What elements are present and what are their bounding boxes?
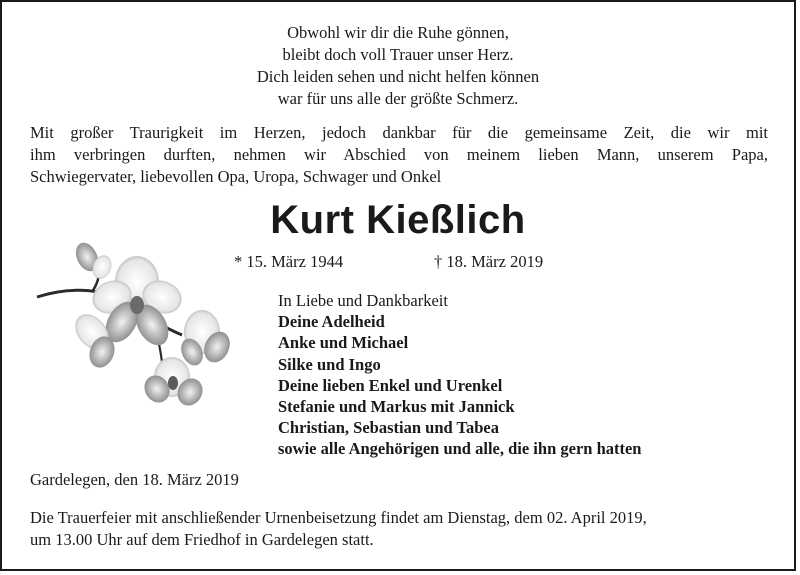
mourners-lead: In Liebe und Dankbarkeit bbox=[278, 291, 448, 310]
mourner: Silke und Ingo bbox=[278, 354, 381, 374]
ceremony-line: um 13.00 Uhr auf dem Friedhof in Gardelegen statt. bbox=[30, 530, 374, 549]
intro-line: ihm verbringen durften, nehmen wir Abschied von meinem lieben Mann, unserem Papa, bbox=[30, 145, 768, 164]
mourners-list bbox=[278, 290, 641, 460]
poem bbox=[2, 22, 794, 110]
poem-line: Obwohl wir dir die Ruhe gönnen, bbox=[287, 23, 509, 42]
mourner: Deine lieben Enkel und Urenkel bbox=[278, 375, 503, 395]
poem-line: bleibt doch voll Trauer unser Herz. bbox=[282, 45, 514, 64]
mourner: Deine Adelheid bbox=[278, 312, 385, 332]
intro-line: Schwiegervater, liebevollen Opa, Uropa, Schwager und Onkel bbox=[30, 167, 442, 186]
orchid-image bbox=[32, 237, 232, 407]
mourner: Anke und Michael bbox=[278, 333, 409, 353]
mourner: sowie alle Angehörigen und alle, die ihn gern hatten bbox=[278, 439, 642, 459]
intro-text bbox=[30, 122, 768, 188]
deceased-name: Kurt Kießlich bbox=[270, 198, 526, 242]
mourner: Christian, Sebastian und Tabea bbox=[278, 418, 500, 438]
poem-line: Dich leiden sehen und nicht helfen können bbox=[256, 67, 540, 86]
place-date: Gardelegen, den 18. März 2019 bbox=[30, 470, 239, 489]
ceremony-line: Die Trauerfeier mit anschließender Urnenbeisetzung findet am Dienstag, dem 02. April 2019, bbox=[30, 508, 647, 527]
ceremony-note bbox=[30, 507, 768, 551]
birth-date: * 15. März 1944 bbox=[234, 252, 344, 271]
death-date: † 18. März 2019 bbox=[434, 252, 544, 271]
intro-line: Mit großer Traurigkeit im Herzen, jedoch dankbar für die gemeinsame Zeit, die wir mit bbox=[30, 123, 768, 142]
mourner: Stefanie und Markus mit Jannick bbox=[278, 397, 515, 417]
poem-line: war für uns alle der größte Schmerz. bbox=[277, 89, 519, 108]
